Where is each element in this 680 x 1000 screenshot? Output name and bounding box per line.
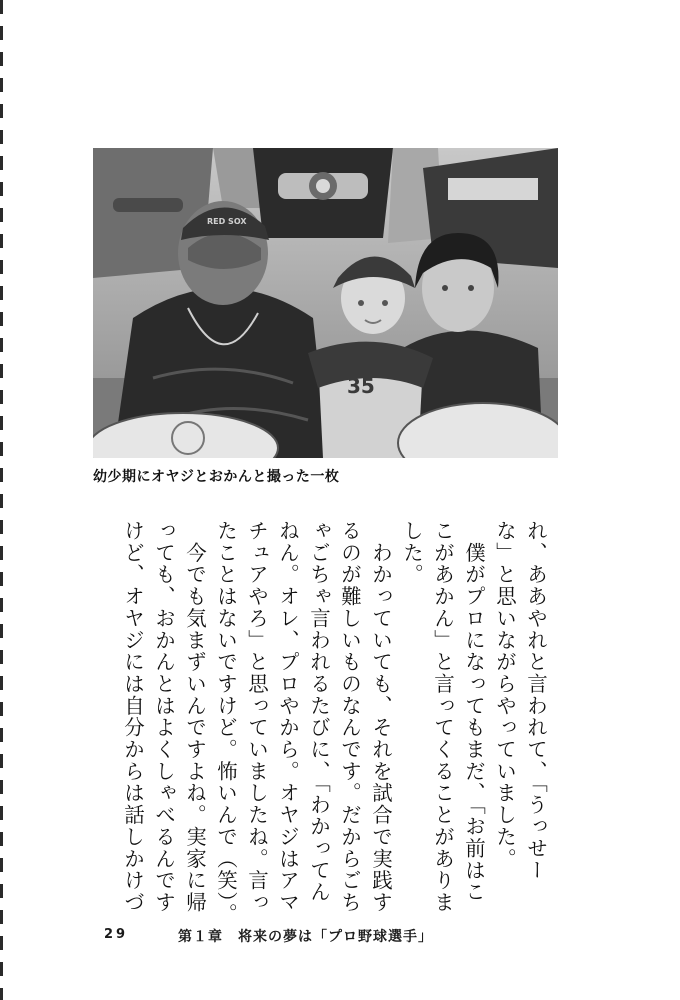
body-text-column: たことはないですけど。怖いんで（笑）。 xyxy=(213,520,238,925)
body-text-column: ねん。オレ、プロやから。オヤジはアマ xyxy=(275,520,300,914)
photo-caption: 幼少期にオヤジとおかんと撮った一枚 xyxy=(93,469,340,485)
running-header: 第１章 将来の夢は「プロ野球選手」 xyxy=(178,929,433,945)
cap-logo-text: RED SOX xyxy=(207,217,247,226)
body-text-column: 僕がプロになってもまだ、「お前はこ xyxy=(461,520,486,904)
family-photo xyxy=(93,148,558,458)
body-text-column: わかっていても、それを試合で実践す xyxy=(368,520,393,914)
body-text-column: した。 xyxy=(399,520,424,586)
page-number: 29 xyxy=(104,927,129,942)
body-text-column: れ、ああやれと言われて、「うっせー xyxy=(523,520,548,882)
body-text-column: な」と思いながらやっていました。 xyxy=(492,520,517,870)
body-text-column: けど、オヤジには自分からは話しかけづ xyxy=(120,520,145,914)
body-text-column: こがあかん」と言ってくることがありま xyxy=(430,520,455,914)
body-text-column: ゃごちゃ言われるたびに、「わかってん xyxy=(306,520,331,904)
body-text-column: 今でも気まずいんですよね。実家に帰 xyxy=(182,520,207,914)
body-text-column: るのが難しいものなんです。だからごち xyxy=(337,520,362,914)
page-edge-rule xyxy=(0,0,3,1000)
shirt-number: 35 xyxy=(347,374,375,398)
body-text-column: っても、おかんとはよくしゃべるんです xyxy=(151,520,176,914)
body-text-column: チュアやろ」と思っていましたね。言っ xyxy=(244,520,269,914)
